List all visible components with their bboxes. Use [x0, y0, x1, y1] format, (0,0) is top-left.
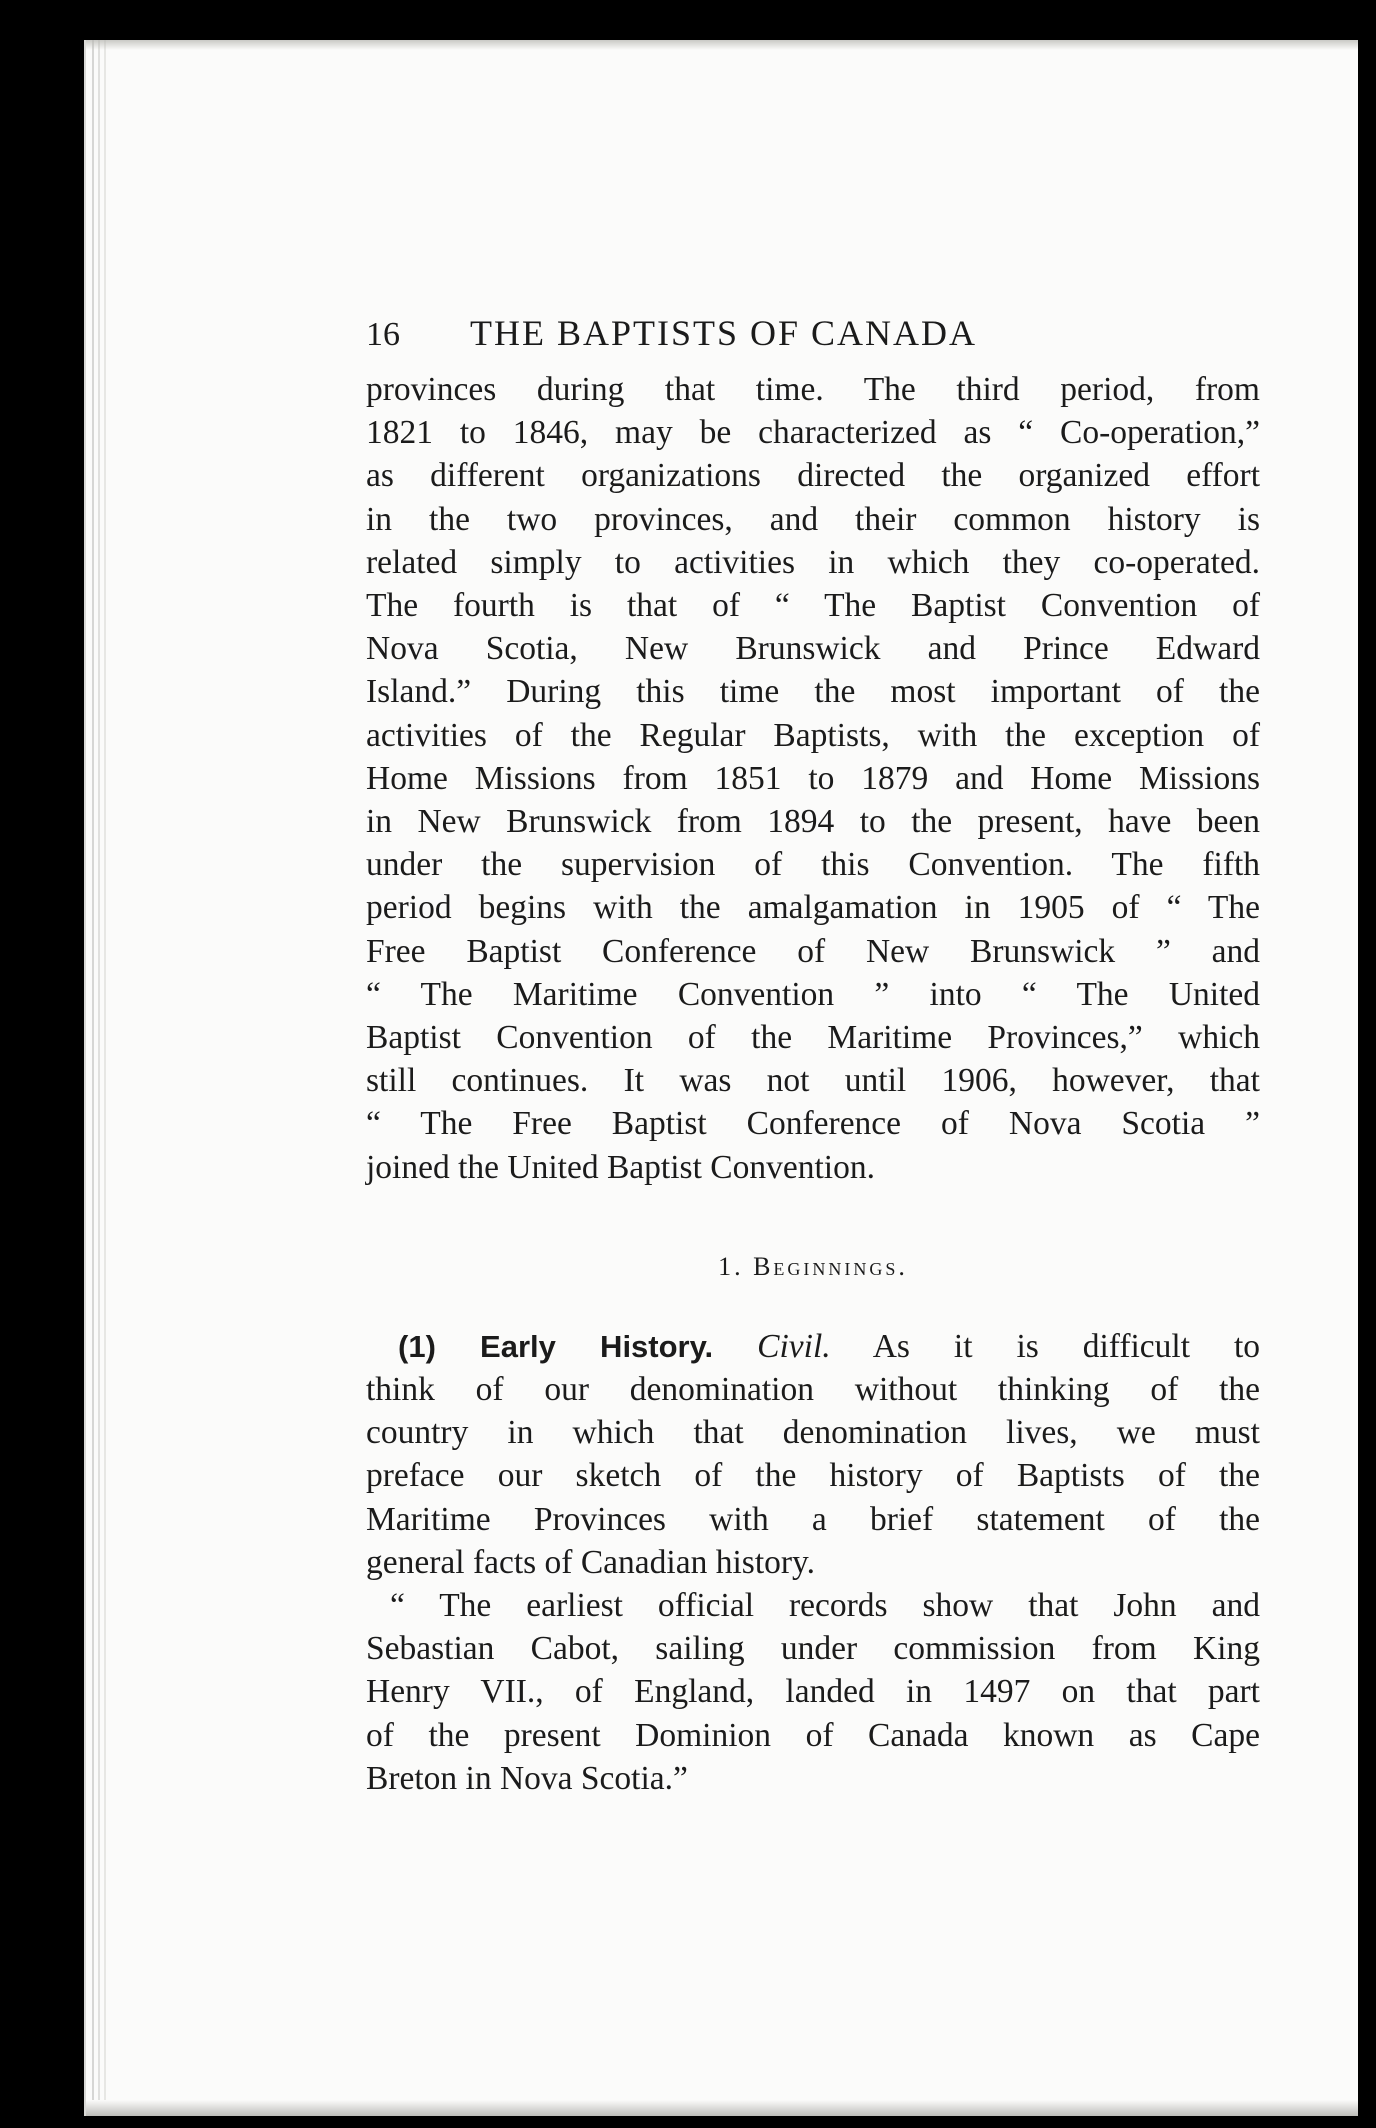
text-line: country in which that denomination lives, we must	[366, 1414, 1260, 1452]
top-page-shadow	[86, 40, 1358, 50]
page-number: 16	[366, 316, 400, 353]
text-line: The fourth is that of “ The Baptist Convention of	[366, 587, 1260, 625]
text-line: preface our sketch of the history of Baptists of the	[366, 1457, 1260, 1495]
text-line: Henry VII., of England, landed in 1497 on that part	[366, 1673, 1260, 1711]
lead-heading: (1) Early History.	[398, 1328, 714, 1364]
text-line: activities of the Regular Baptists, with the exception of	[366, 716, 1260, 754]
bottom-page-shadow	[86, 2100, 1358, 2116]
text-line: in New Brunswick from 1894 to the present, have been	[366, 803, 1260, 841]
text-line: still continues. It was not until 1906, however, that	[366, 1062, 1260, 1100]
text-line: “ The Free Baptist Conference of Nova Scotia ”	[366, 1105, 1260, 1143]
running-head	[366, 312, 1260, 368]
section-heading: 1. Beginnings.	[718, 1251, 908, 1281]
text-fragment: As it is difficult to	[872, 1327, 1261, 1365]
text-line: think of our denomination without thinking of the	[366, 1371, 1260, 1409]
text-line: Sebastian Cabot, sailing under commission from King	[366, 1630, 1260, 1668]
text-line: period begins with the amalgamation in 1905 of “ The	[366, 889, 1260, 927]
text-line: joined the United Baptist Convention.	[366, 1148, 875, 1186]
text-line: related simply to activities in which they co-operated.	[366, 543, 1260, 581]
page-edge-line	[104, 40, 106, 2116]
paragraph-2	[366, 1325, 1260, 1584]
text-line: as different organizations directed the organized effort	[366, 457, 1260, 495]
text-line: provinces during that time. The third period, from	[366, 371, 1260, 408]
text-line: Baptist Convention of the Maritime Provinces,” which	[366, 1019, 1260, 1057]
text-line: “ The Maritime Convention ” into “ The United	[366, 975, 1260, 1013]
page-edge-line	[92, 40, 94, 2116]
text-line: 1821 to 1846, may be characterized as “ Co-operation,”	[366, 414, 1260, 452]
text-line: “ The earliest official records show that John and	[390, 1587, 1260, 1625]
text-line: Island.” During this time the most important of the	[366, 673, 1260, 711]
paragraph-1	[366, 368, 1260, 1189]
text-line: of the present Dominion of Canada known as Cape	[366, 1716, 1260, 1754]
text-line: Free Baptist Conference of New Brunswick ” and	[366, 932, 1260, 970]
text-line: Breton in Nova Scotia.”	[366, 1759, 688, 1797]
text-line: Nova Scotia, New Brunswick and Prince Edward	[366, 630, 1260, 668]
text-line: in the two provinces, and their common history is	[366, 500, 1260, 538]
running-title: THE BAPTISTS OF CANADA	[470, 313, 978, 353]
page-edge-line	[98, 40, 100, 2116]
text-line: Maritime Provinces with a brief statement of the	[366, 1500, 1260, 1538]
lead-subheading: Civil.	[757, 1327, 831, 1365]
text-line: general facts of Canadian history.	[366, 1543, 815, 1581]
paragraph-3	[366, 1584, 1260, 1800]
text-line: under the supervision of this Convention. The fifth	[366, 846, 1260, 884]
text-line-lead	[366, 1325, 1260, 1368]
text-line: Home Missions from 1851 to 1879 and Home Missions	[366, 759, 1260, 797]
text-block	[366, 312, 1260, 1800]
